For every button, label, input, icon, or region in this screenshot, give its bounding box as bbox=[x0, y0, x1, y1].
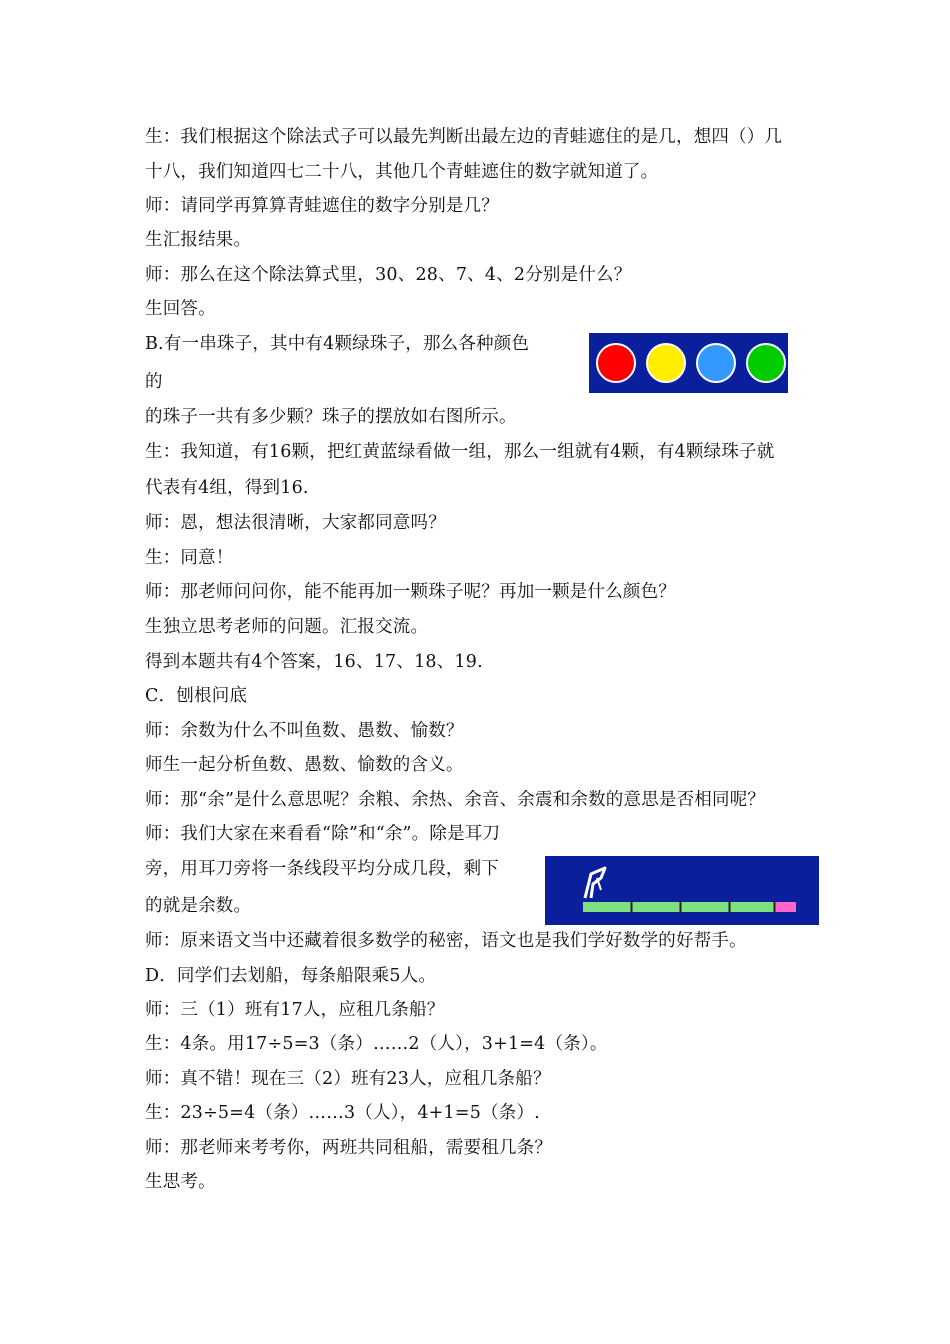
remainder-segment bbox=[775, 902, 796, 912]
text-line: 师：那“余”是什么意思呢？余粮、余热、余音、余震和余数的意思是否相同呢？ bbox=[145, 790, 766, 810]
text-line: B.有一串珠子，其中有4颗绿珠子，那么各种颜色 bbox=[145, 334, 530, 354]
red-bead bbox=[596, 343, 636, 383]
segment-1 bbox=[583, 902, 631, 912]
text-line: 代表有4组，得到16. bbox=[145, 478, 309, 498]
text-line: 的 bbox=[145, 372, 163, 392]
text-line: 师：那老师问问你，能不能再加一颗珠子呢？再加一颗是什么颜色？ bbox=[145, 582, 676, 602]
yellow-bead bbox=[646, 343, 686, 383]
blue-bead bbox=[696, 343, 736, 383]
text-line: 十八，我们知道四七二十八，其他几个青蛙遮住的数字就知道了。 bbox=[145, 162, 659, 182]
text-line: 生：同意！ bbox=[145, 548, 234, 568]
text-line: 生汇报结果。 bbox=[145, 230, 252, 250]
text-line: 生：23÷5=4（条）……3（人），4+1=5（条）. bbox=[145, 1103, 540, 1123]
segment-2 bbox=[632, 902, 680, 912]
text-line: 生：我知道，有16颗，把红黄蓝绿看做一组，那么一组就有4颗，有4颗绿珠子就 bbox=[145, 442, 775, 462]
text-line: 得到本题共有4个答案，16、17、18、19. bbox=[145, 652, 483, 672]
text-line: 生：我们根据这个除法式子可以最先判断出最左边的青蛙遮住的是几，想四（）几 bbox=[145, 127, 783, 147]
text-line: 旁，用耳刀旁将一条线段平均分成几段，剩下 bbox=[145, 859, 499, 879]
text-line: C．刨根问底 bbox=[145, 686, 248, 706]
text-line: 的就是余数。 bbox=[145, 896, 252, 916]
knife-segment-svg bbox=[545, 856, 819, 925]
segment-3 bbox=[681, 902, 729, 912]
segment-4 bbox=[730, 902, 774, 912]
text-line: 的珠子一共有多少颗？珠子的摆放如右图所示。 bbox=[145, 407, 517, 427]
text-line: 师：真不错！现在三（2）班有23人，应租几条船？ bbox=[145, 1069, 551, 1089]
text-line: 师生一起分析鱼数、愚数、愉数的含义。 bbox=[145, 755, 464, 775]
green-bead bbox=[746, 343, 786, 383]
text-line: 生回答。 bbox=[145, 299, 216, 319]
text-line: 师：恩，想法很清晰，大家都同意吗？ bbox=[145, 513, 446, 533]
text-line: 师：请同学再算算青蛙遮住的数字分别是几？ bbox=[145, 196, 499, 216]
text-line: 师：原来语文当中还藏着很多数学的秘密，语文也是我们学好数学的好帮手。 bbox=[145, 931, 747, 951]
text-line: 生独立思考老师的问题。汇报交流。 bbox=[145, 617, 429, 637]
text-line: 生思考。 bbox=[145, 1172, 216, 1192]
text-line: D．同学们去划船，每条船限乘5人。 bbox=[145, 966, 437, 986]
text-line: 生：4条。用17÷5=3（条）……2（人），3+1=4（条）。 bbox=[145, 1034, 608, 1054]
text-line: 师：余数为什么不叫鱼数、愚数、愉数？ bbox=[145, 721, 464, 741]
knife-segment-figure bbox=[545, 856, 819, 925]
beads-figure bbox=[589, 333, 788, 393]
text-line: 师：那老师来考考你，两班共同租船，需要租几条？ bbox=[145, 1138, 553, 1158]
text-line: 师：那么在这个除法算式里，30、28、7、4、2分别是什么？ bbox=[145, 265, 632, 285]
text-line: 师：我们大家在来看看“除”和“余”。除是耳刀 bbox=[145, 824, 501, 844]
knife-icon bbox=[585, 868, 605, 898]
text-line: 师：三（1）班有17人，应租几条船？ bbox=[145, 1000, 445, 1020]
